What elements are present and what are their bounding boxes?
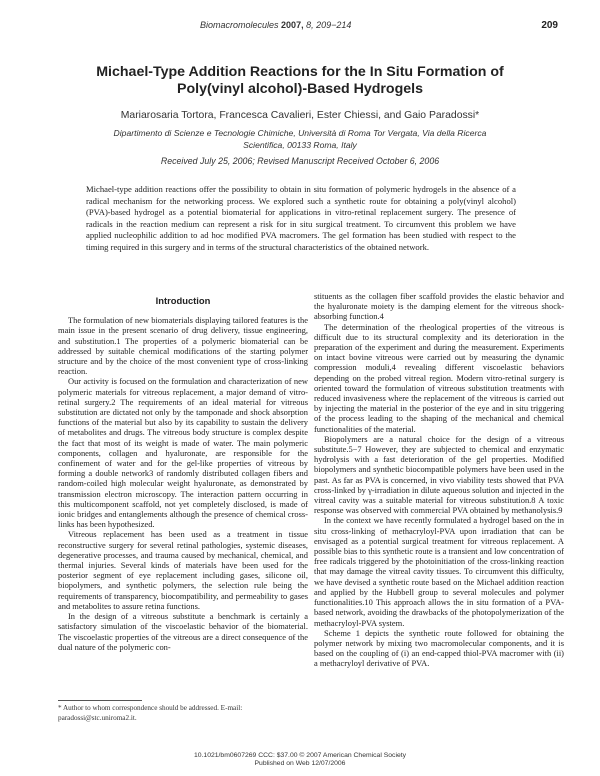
right-column [314,291,564,669]
running-header [0,20,600,34]
author-list: Mariarosaria Tortora, Francesca Cavalieri, Ester Chiessi, and Gaio Paradossi* [120,110,480,121]
paragraph: Vitreous replacement has been used as a treatment in tissue reconstructive surgery for several retinal pathologies, systemic diseases, degenerative processes, and trauma caused by mechanical, chemical, and thermal injuries. Several kinds of materials have been used for the posterior segment of eye replacement including gases, silicone oil, biopolymers, and synthetic polymers, the selection rule being the requirements of transparency, biocompatibility, and permeability to gases and metabolites to assure retina functions. [58,529,308,611]
journal-name: Biomacromolecules [200,20,279,30]
affiliation [60,127,540,151]
left-column [58,296,308,652]
page-number: 209 [541,20,558,31]
paragraph: The formulation of new biomaterials displaying tailored features is the main issue in the present scenario of drug delivery, tissue engineering, and substitution.1 The properties of a polymeric biomaterial can be addressed by suitable chemical modifications of the starting polymer structure and by the choice of the most convenient type of cross-linking reaction. [58,315,308,377]
doi-copyright-line: 10.1021/bm0607269 CCC: $37.00 © 2007 American Chemical Society [193,752,407,759]
paragraph: In the design of a vitreous substitute a benchmark is certainly a satisfactory simulation of the viscoelastic behavior of the biomaterial. The viscoelastic properties of the vitreous are a direct consequence of the dual nature of the polymeric con- [58,611,308,652]
paragraph: In the context we have recently formulated a hydrogel based on the in situ cross-linking of methacryloyl-PVA upon irradiation that can be envisaged as a potential surgical treatment for vitreous replacement. A possible bias to this synthetic route is a transient and low concentration of free radicals triggered by the photoinitiation of the cross-linking reaction that may damage the vitreal cavity tissues. To circumvent this difficulty, we have devised a synthetic route based on the Michael addition reaction and applied by the Hubbell group to several molecules and polymer functionalities.10 This approach allows the in situ formation of a PVA-based network, avoiding the drawbacks of the photopolymerization of the methacryloyl-PVA system. [314,515,564,628]
article-title [60,64,540,98]
paragraph: The determination of the rheological properties of the vitreous is difficult due to its structural complexity and its deterioration in the preparation of the experiment and during the measurement. Experiments on intact bovine vitreous were carried out by measuring the dynamic compression moduli,4 revealing different viscoelastic behaviors depending on the probed vitreal region. Modern vitro-retinal surgery is oriented toward the formulation of vitreous substitution treatments with reduced invasiveness where the replacement of the vitreous is carried out by injecting the material in the posterior of the eye and in situ triggering of the process leading to the shaping of the mechanical and chemical functionalities of the material. [314,321,564,434]
section-heading-introduction: Introduction [155,295,211,306]
journal-pages: 209−214 [316,20,352,30]
affiliation-line-1: Dipartimento di Scienze e Tecnologie Chimiche, Università di Roma Tor Vergata, Via della Ricerca [113,128,487,138]
correspondence-footnote: * Author to whom correspondence should be addressed. E-mail: paradossi@stc.uniroma2.it. [58,704,243,722]
paragraph: Biopolymers are a natural choice for the design of a vitreous substitute.5−7 However, they are subjected to chemical and enzymatic hydrolysis with a fast deterioration of the gel properties. Modified biopolymers and synthetic biocompatible polymers have been used in the past. As far as PVA is concerned, in vivo viability tests showed that PVA cross-linked by γ-irradiation in dilute aqueous solution and injected in the vitreal cavity was a suitable material for vitreous substitution.8 A toxic response was observed with commercial PVA obtained by methanolysis.9 [314,433,564,516]
journal-citation [200,20,351,30]
abstract: Michael-type addition reactions offer the possibility to obtain in situ formation of polymeric hydrogels in the absence of a radical mechanism for the networking process. We explored such a synthetic route for obtaining a poly(vinyl alcohol) (PVA)-based hydrogel as a potential biomaterial for applications in vitro-retinal replacement surgery. The presence of radicals in the reaction medium can represent a risk for in situ surgical treatment. To circumvent this problem we have applied nucleophilic addition to ad hoc modified PVA macromers. The gel formation has been studied with respect to the timing required in this surgery and in terms of the structural characteristics of the obtained network. [86,184,516,252]
journal-year: 2007, [281,20,304,30]
received-dates: Received July 25, 2006; Revised Manuscript Received October 6, 2006 [160,156,440,166]
title-line-1: Michael-Type Addition Reactions for the In Situ Formation of [96,64,504,80]
paragraph: stituents as the collagen fiber scaffold provides the elastic behavior and the hyaluronate moiety is the damping element for the vitreous shock-absorbing function.4 [314,291,564,322]
footnote-divider [58,700,142,701]
paragraph: Scheme 1 depicts the synthetic route followed for obtaining the polymer network by mixing two macromolecular components, and it is based on the coupling of (i) an end-capped thiol-PVA macromer with (ii) a methacryloyl derivative of PVA. [314,627,564,669]
page-footer [0,752,600,768]
affiliation-line-2: Scientifica, 00133 Roma, Italy [243,140,357,150]
published-date: Published on Web 12/07/2006 [254,760,346,767]
journal-volume: 8, [306,20,314,30]
title-line-2: Poly(vinyl alcohol)-Based Hydrogels [177,81,423,97]
paragraph: Our activity is focused on the formulation and characterization of new polymeric materials for vitreous replacement, a major demand of vitro-retinal surgery.2 The requirements of an ideal material for vitreous substitution are dictated not only by the tamponade and shock absorption functions of the material but also by its capability to sustain the delivery of metabolites and drugs. The vitreous body structure is complex despite the fact that most of its weight is made of water. The main polymeric components, collagen and hyaluronate, are responsible for the confinement of water and for the gel-like properties of vitreous by forming a double network3 of randomly distributed collagen fibers and random-coiled high molecular weight hyaluronate, as demonstrated by transmission electron microscopy. The interaction pattern occurring in this multicomponent scaffold, not yet completely disclosed, is made of ionic bridges and entanglements although the presence of chemical cross-links has been hypothesized. [58,376,308,530]
